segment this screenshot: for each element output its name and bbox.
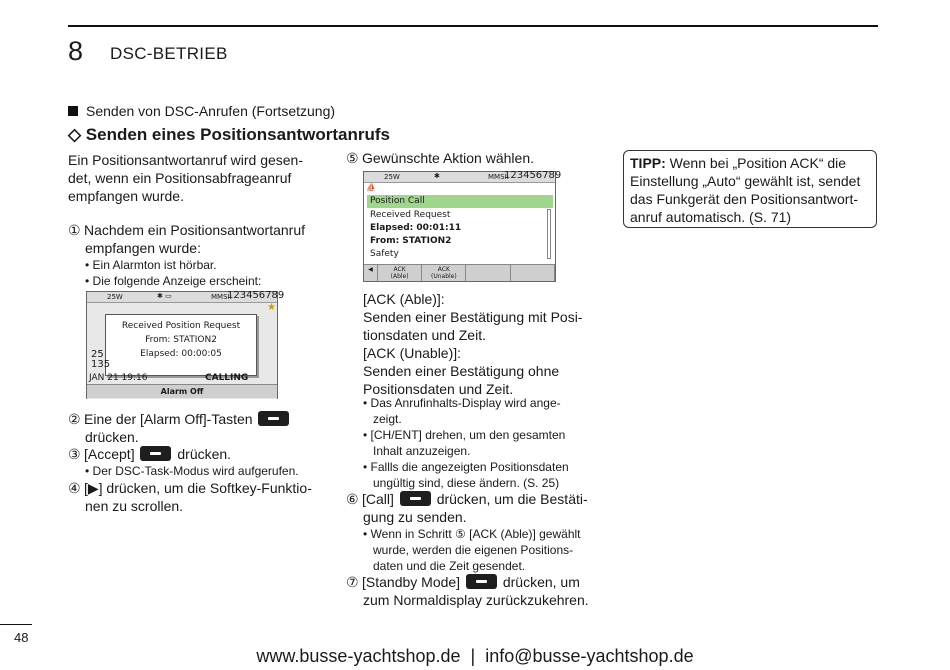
step-4: ④ [▶] drücken, um die Softkey-Funktio- nen zu scrollen.	[68, 480, 312, 514]
position-call-screen: 25W ✱ MMSI: 123456789 ⛵ Position Call Received Request Elapsed: 00:01:11 From: STATION2 Safety ◀ ACK (Able) ACK (Unable)	[363, 171, 556, 282]
alarm-screen: 25W ✱ ▭ MMSI: 123456789 ★ Received Position Request From: STATION2 Elapsed: 00:00:05 25 135 JAN 21 19:16 CALLING Alarm Off	[86, 291, 278, 399]
position-request-popup: Received Position Request From: STATION2 Elapsed: 00:00:05	[105, 314, 257, 376]
signal-icon: ✱	[434, 172, 440, 180]
softkey-icon	[400, 491, 431, 506]
softkey-icon	[140, 446, 171, 461]
status-bar: 25W ✱ ▭ MMSI: 123456789	[87, 292, 277, 303]
scrollbar[interactable]	[547, 209, 551, 259]
status-bar: 25W ✱ MMSI: 123456789	[364, 172, 555, 183]
footer-links: www.busse-yachtshop.de | info@busse-yachtshop.de	[256, 646, 694, 666]
softkey-3[interactable]	[466, 265, 510, 281]
boat-icon: ⛵	[366, 183, 376, 192]
section-subheading: Senden von DSC-Anrufen (Fortsetzung)	[68, 103, 335, 119]
ack-descriptions: [ACK (Able)]: Senden einer Bestätigung mit Posi- tionsdaten und Zeit. [ACK (Unable)]: Senden einer Bestätigung ohne Positionsdaten und Zeit.	[363, 291, 583, 397]
ack-unable-softkey[interactable]: ACK (Unable)	[422, 265, 466, 281]
ack-bullets: • Das Anrufinhalts-Display wird ange- zeigt. • [CH/ENT] drehen, um den gesamten Inhalt anzuzeigen. • Fallls die angezeigten Positionsdaten ungültig sind, diese ändern. (S. 25)	[363, 396, 569, 490]
step-3: ③ [Accept] drücken. • Der DSC-Task-Modus wird aufgerufen.	[68, 446, 299, 478]
step-1: ① Nachdem ein Positionsantwortanruf empfangen wurde: • Ein Alarmton ist hörbar. • Die folgende Anzeige erscheint:	[68, 222, 306, 288]
star-icon: ★	[267, 302, 276, 313]
step-6: ⑥ [Call] drücken, um die Bestäti- gung zu senden. • Wenn in Schritt ⑤ [ACK (Able)] gewählt wurde, werden die eigenen Positions- daten und die Zeit gesendet.	[346, 491, 588, 573]
signal-icon: ✱ ▭	[157, 292, 172, 300]
chapter-title: DSC-BETRIEB	[110, 44, 228, 63]
top-rule	[68, 25, 878, 27]
intro-paragraph: Ein Positionsantwortanruf wird gesen- det, wenn ein Positionsabfrageanruf empfangen wurde.	[68, 152, 304, 204]
section-title: ◇ Senden eines Positionsantwortanrufs	[68, 125, 390, 144]
tip-box: TIPP: Wenn bei „Position ACK“ die Einstellung „Auto“ gewählt ist, sendet das Funkgerät den Positionsantwort- anruf automatisch. (S. 71)	[623, 150, 877, 228]
ack-able-softkey[interactable]: ACK (Able)	[378, 265, 422, 281]
softkey-icon	[258, 411, 289, 426]
step-5: ⑤ Gewünschte Aktion wählen.	[346, 150, 534, 166]
alarm-off-softkey[interactable]: Alarm Off	[87, 384, 277, 398]
step-7: ⑦ [Standby Mode] drücken, um zum Normaldisplay zurückzukehren.	[346, 574, 589, 608]
softkey-bar	[364, 264, 555, 281]
softkey-4[interactable]	[511, 265, 555, 281]
softkey-icon	[466, 574, 497, 589]
scroll-left-icon[interactable]: ◀	[364, 265, 378, 281]
position-call-title: Position Call	[367, 195, 553, 208]
square-bullet-icon	[68, 106, 78, 116]
step-2: ② Eine der [Alarm Off]-Tasten drücken.	[68, 410, 291, 446]
chapter-number: 8	[68, 36, 84, 66]
page-number-rule	[0, 624, 32, 625]
page-number: 48	[14, 630, 29, 645]
